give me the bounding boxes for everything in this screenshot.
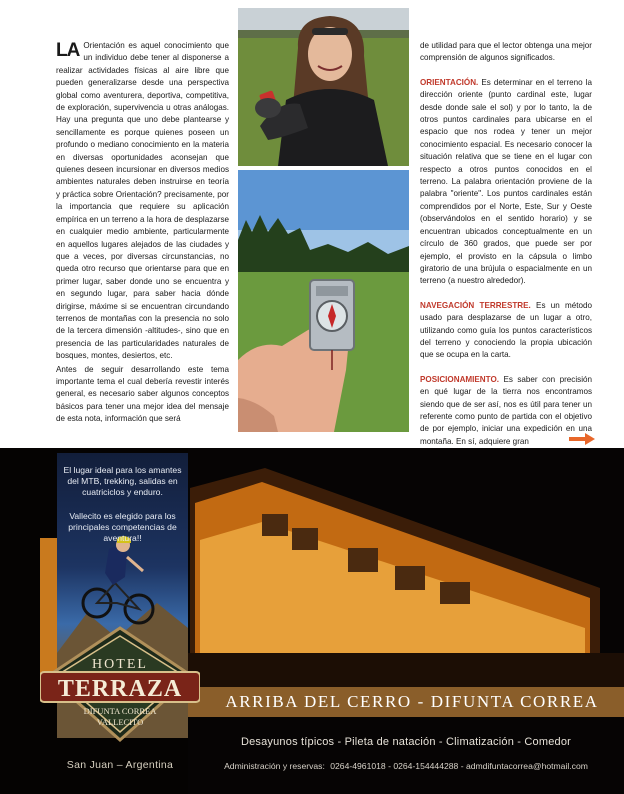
ad-tagline-mtb: El lugar ideal para los amantes del MTB, trekking, salidas en cuatriciclos y enduro. bbox=[63, 465, 182, 497]
ad-location: San Juan – Argentina bbox=[66, 759, 174, 771]
ad-services: Desayunos típicos - Pileta de natación - Climatización - Comedor bbox=[240, 736, 572, 748]
hotel-advertisement bbox=[0, 448, 624, 794]
section-heading: ORIENTACIÓN. bbox=[420, 77, 479, 87]
contact-label: Administración y reservas: bbox=[224, 761, 325, 771]
section-text: Es saber con precisión en qué lugar de la tierra nos encontramos siendo que de ser así, nos es útil para tener un referente como punto de partida con el objetivo de por ejemplo, iniciar una expedición en una montaña. En sí, adquiere gran bbox=[420, 374, 592, 446]
article-paragraph-1 bbox=[56, 40, 229, 363]
ad-contact: Administración y reservas: 0264-4961018 - 0264-154444288 - admdifuntacorrea@hotmail.com bbox=[224, 761, 588, 771]
section-text: Es un método usado para desplazarse de un lugar a otro, utilizando como guía los puntos característicos del terreno y conociendo la propia ubicación que se ocupa en la carta. bbox=[420, 300, 592, 360]
section-navegacion bbox=[420, 300, 592, 362]
article-intro-paragraph: de utilidad para que el lector obtenga una mejor comprensión de algunos significados. bbox=[420, 41, 592, 63]
contact-email: admdifuntacorrea@hotmail.com bbox=[465, 761, 588, 771]
ad-tagline-vallecito: Vallecito es elegido para los principales competencias de aventura!! bbox=[68, 511, 177, 543]
logo-terraza-text: TERRAZA bbox=[57, 676, 183, 702]
dropcap: LA bbox=[56, 40, 80, 61]
article-paragraph-2: Antes de seguir desarrollando este tema importante tema el cual debería revestir interés general, es necesario saber algunos conceptos básicos para tener una mejor idea del mensaje de esta nota, información que será bbox=[56, 364, 229, 424]
article-left-column bbox=[56, 40, 229, 427]
photo-hand-with-compass bbox=[238, 170, 409, 432]
section-heading: POSICIONAMIENTO. bbox=[420, 374, 499, 384]
ad-slogan: ARRIBA DEL CERRO - DIFUNTA CORREA bbox=[225, 692, 599, 711]
hotel-terraza-logo bbox=[40, 626, 200, 742]
contact-phone-2: 0264-154444288 bbox=[393, 761, 459, 771]
woman-photo-illustration bbox=[238, 8, 409, 166]
logo-hotel-text: HOTEL bbox=[92, 657, 148, 672]
logo-line2-text: VALLECITO bbox=[96, 717, 144, 727]
logo-line1-text: DIFUNTA CORREA bbox=[83, 706, 157, 716]
article-right-column bbox=[420, 40, 592, 449]
contact-phone-1: 0264-4961018 bbox=[330, 761, 386, 771]
photo-woman-with-compass bbox=[238, 8, 409, 166]
compass-photo-illustration bbox=[238, 170, 409, 432]
paragraph-text: Orientación es aquel conocimiento que un individuo debe tener al disponerse a realizar actividades físicas al aire libre que pueden generalizarse desde una perspectiva global como aventurera, deportiva, competitiva, de exploración, supervivencia u otras análogas. Hay una pregunta que uno debe plantearse y sencillamente es porque quienes poseen un profundo o mediano conocimiento en la materia en diversas oportunidades aconsejan que quienes deseen incursionar en diversos medios ambientes naturales deben instruirse en teoría y práctica sobre Orientación? precisamente, por la importancia que requiere su aplicación empírica en un terreno a la hora de desplazarse en cualquier medio ambiente, particularmente en aquellos lugares alejados de las ciudades y que a veces, por diversas circunstancias, no queda otro recurso que orientarse para que en primer lugar, saber donde uno se encuentra y en segundo lugar, para saber hacia dónde dirigirse, máxime si se encuentran circundando terrenos de montañas con la presencia no solo de la tercera dimensión -altitudes-, sino que en presencia de las particularidades naturales de bosques, montes, desiertos, etc. bbox=[56, 41, 229, 361]
section-heading: NAVEGACIÓN TERRESTRE. bbox=[420, 300, 531, 310]
section-text: Es determinar en el terreno la dirección oriente (punto cardinal este, lugar desde donde sale el sol) y por lo tanto, la de otros puntos cardinales para ubicarse en el espacio que nos rodea y tener un mejor conocimiento espacial. Es necesario conocer la situación relativa que se tiene en el lugar con respecto a otros puntos conocidos en el terreno. La palabra orientación proviene de la palabra "oriente". Los puntos cardinales están comprendidos por el Norte, Este, Sur y Oeste (observándolos en el sentido horario) y se encuentran ubicados conceptualmente en un círculo de 360 grados, que puede ser por ejemplo, el provisto en la cápsula o limbo giratorio de una brújula o espacialmente en un terreno (a nuestro alrededor). bbox=[420, 77, 593, 286]
continue-arrow-icon bbox=[569, 433, 595, 445]
section-posicionamiento bbox=[420, 374, 592, 448]
section-orientacion bbox=[420, 77, 592, 288]
